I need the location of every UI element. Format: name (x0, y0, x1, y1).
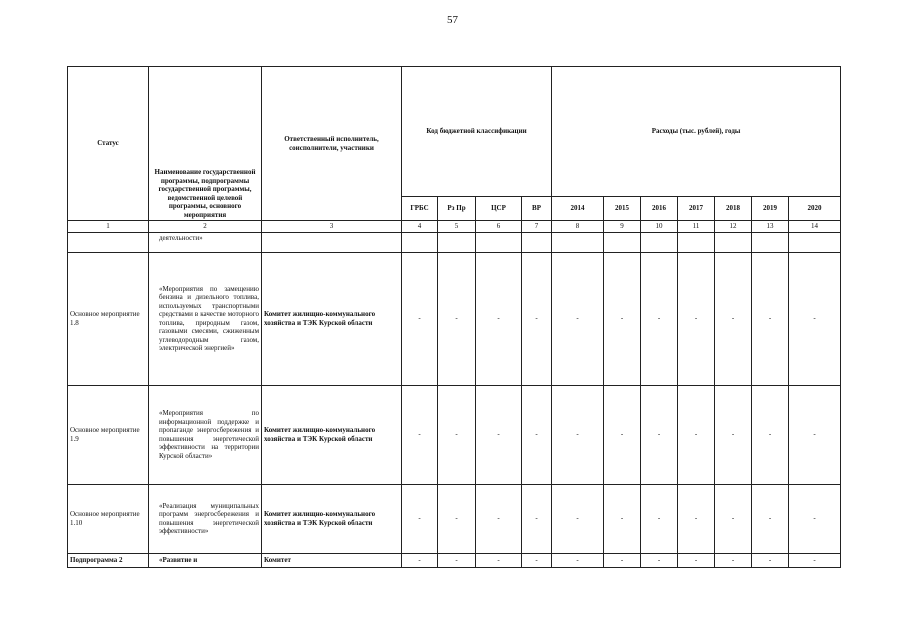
budget-table (67, 66, 841, 568)
row-cell: - (402, 484, 438, 553)
row-cell (789, 232, 841, 252)
row-cell: - (438, 484, 476, 553)
row-cell: - (604, 385, 641, 484)
row-cell: - (476, 484, 522, 553)
row-status (68, 232, 149, 252)
row-cell: - (789, 385, 841, 484)
row-status: Подпрограмма 2 (68, 553, 149, 567)
row-cell: - (522, 484, 552, 553)
header-year: 2018 (715, 197, 752, 221)
column-number: 11 (678, 221, 715, 233)
row-cell (715, 232, 752, 252)
header-year: 2020 (789, 197, 841, 221)
row-cell: - (715, 484, 752, 553)
row-cell (752, 232, 789, 252)
row-cell: - (641, 553, 678, 567)
row-cell (552, 232, 604, 252)
column-number-row (68, 221, 841, 233)
row-cell: - (522, 553, 552, 567)
row-cell: - (552, 553, 604, 567)
row-executor (262, 232, 402, 252)
page-number: 57 (447, 14, 458, 26)
row-cell: - (604, 553, 641, 567)
row-cell: - (438, 385, 476, 484)
header-budget-code: Код бюджетной классификации (402, 67, 552, 197)
column-number: 3 (262, 221, 402, 233)
row-cell: - (752, 252, 789, 385)
row-cell: - (476, 252, 522, 385)
row-cell: - (715, 252, 752, 385)
row-cell: - (402, 553, 438, 567)
header-year: 2015 (604, 197, 641, 221)
row-cell (438, 232, 476, 252)
row-cell (604, 232, 641, 252)
header-rzpr: Рз Пр (438, 197, 476, 221)
header-year: 2017 (678, 197, 715, 221)
header-status: Статус (68, 67, 149, 221)
row-cell: - (641, 385, 678, 484)
row-cell: - (789, 553, 841, 567)
row-cell (402, 232, 438, 252)
row-cell: - (715, 553, 752, 567)
row-cell: - (604, 484, 641, 553)
column-number: 8 (552, 221, 604, 233)
row-cell (476, 232, 522, 252)
row-cell: - (641, 484, 678, 553)
row-cell: - (715, 385, 752, 484)
table-row (68, 553, 841, 567)
row-name: «Реализация муниципальных программ энергосбережения и повышения энергетической эффективности» (149, 484, 262, 553)
header-name: Наименование государственной программы, подпрограммы государственной программы, ведомственной целевой программы, основного мероприятия (149, 67, 262, 221)
row-cell: - (678, 484, 715, 553)
row-executor: Комитет жилищно-коммунального хозяйства и ТЭК Курской области (262, 484, 402, 553)
row-cell (641, 232, 678, 252)
row-executor: Комитет (262, 553, 402, 567)
row-cell: - (752, 385, 789, 484)
row-cell: - (641, 252, 678, 385)
row-cell: - (552, 385, 604, 484)
row-cell: - (522, 385, 552, 484)
row-executor: Комитет жилищно-коммунального хозяйства и ТЭК Курской области (262, 252, 402, 385)
row-cell: - (402, 252, 438, 385)
row-cell: - (552, 252, 604, 385)
row-cell: - (522, 252, 552, 385)
column-number: 9 (604, 221, 641, 233)
table-row (68, 385, 841, 484)
table-row (68, 232, 841, 252)
row-name: «Мероприятия по замещению бензина и дизельного топлива, используемых транспортными средствами в качестве моторного топлива, природным газом, газовыми смесями, сжиженным углеводородным газом, электрической энергией» (149, 252, 262, 385)
header-year: 2014 (552, 197, 604, 221)
column-number: 10 (641, 221, 678, 233)
header-executor: Ответственный исполнитель, соисполнители, участники (262, 67, 402, 221)
row-cell: - (752, 484, 789, 553)
row-cell: - (438, 252, 476, 385)
column-number: 4 (402, 221, 438, 233)
header-grbs: ГРБС (402, 197, 438, 221)
row-status: Основное мероприятие 1.9 (68, 385, 149, 484)
row-cell: - (476, 385, 522, 484)
table-row (68, 252, 841, 385)
column-number: 2 (149, 221, 262, 233)
row-cell: - (552, 484, 604, 553)
header-row (68, 67, 841, 197)
row-name: деятельности» (149, 232, 262, 252)
row-cell: - (678, 385, 715, 484)
column-number: 6 (476, 221, 522, 233)
header-year: 2016 (641, 197, 678, 221)
row-cell: - (678, 553, 715, 567)
row-cell: - (402, 385, 438, 484)
row-cell: - (678, 252, 715, 385)
row-cell (678, 232, 715, 252)
row-cell: - (604, 252, 641, 385)
row-cell: - (438, 553, 476, 567)
header-year: 2019 (752, 197, 789, 221)
row-cell: - (789, 252, 841, 385)
row-cell: - (476, 553, 522, 567)
row-cell: - (752, 553, 789, 567)
table-row (68, 484, 841, 553)
row-name: «Развитие и (149, 553, 262, 567)
row-cell: - (789, 484, 841, 553)
header-csr: ЦСР (476, 197, 522, 221)
row-name: «Мероприятия по информационной поддержке и пропаганде энергосбережения и повышения энергетической эффективности на территории Курской области» (149, 385, 262, 484)
row-cell (522, 232, 552, 252)
column-number: 14 (789, 221, 841, 233)
column-number: 7 (522, 221, 552, 233)
column-number: 5 (438, 221, 476, 233)
column-number: 12 (715, 221, 752, 233)
column-number: 1 (68, 221, 149, 233)
header-vr: ВР (522, 197, 552, 221)
header-expenses: Расходы (тыс. рублей), годы (552, 67, 841, 197)
row-executor: Комитет жилищно-коммунального хозяйства и ТЭК Курской области (262, 385, 402, 484)
row-status: Основное мероприятие 1.8 (68, 252, 149, 385)
column-number: 13 (752, 221, 789, 233)
row-status: Основное мероприятие 1.10 (68, 484, 149, 553)
